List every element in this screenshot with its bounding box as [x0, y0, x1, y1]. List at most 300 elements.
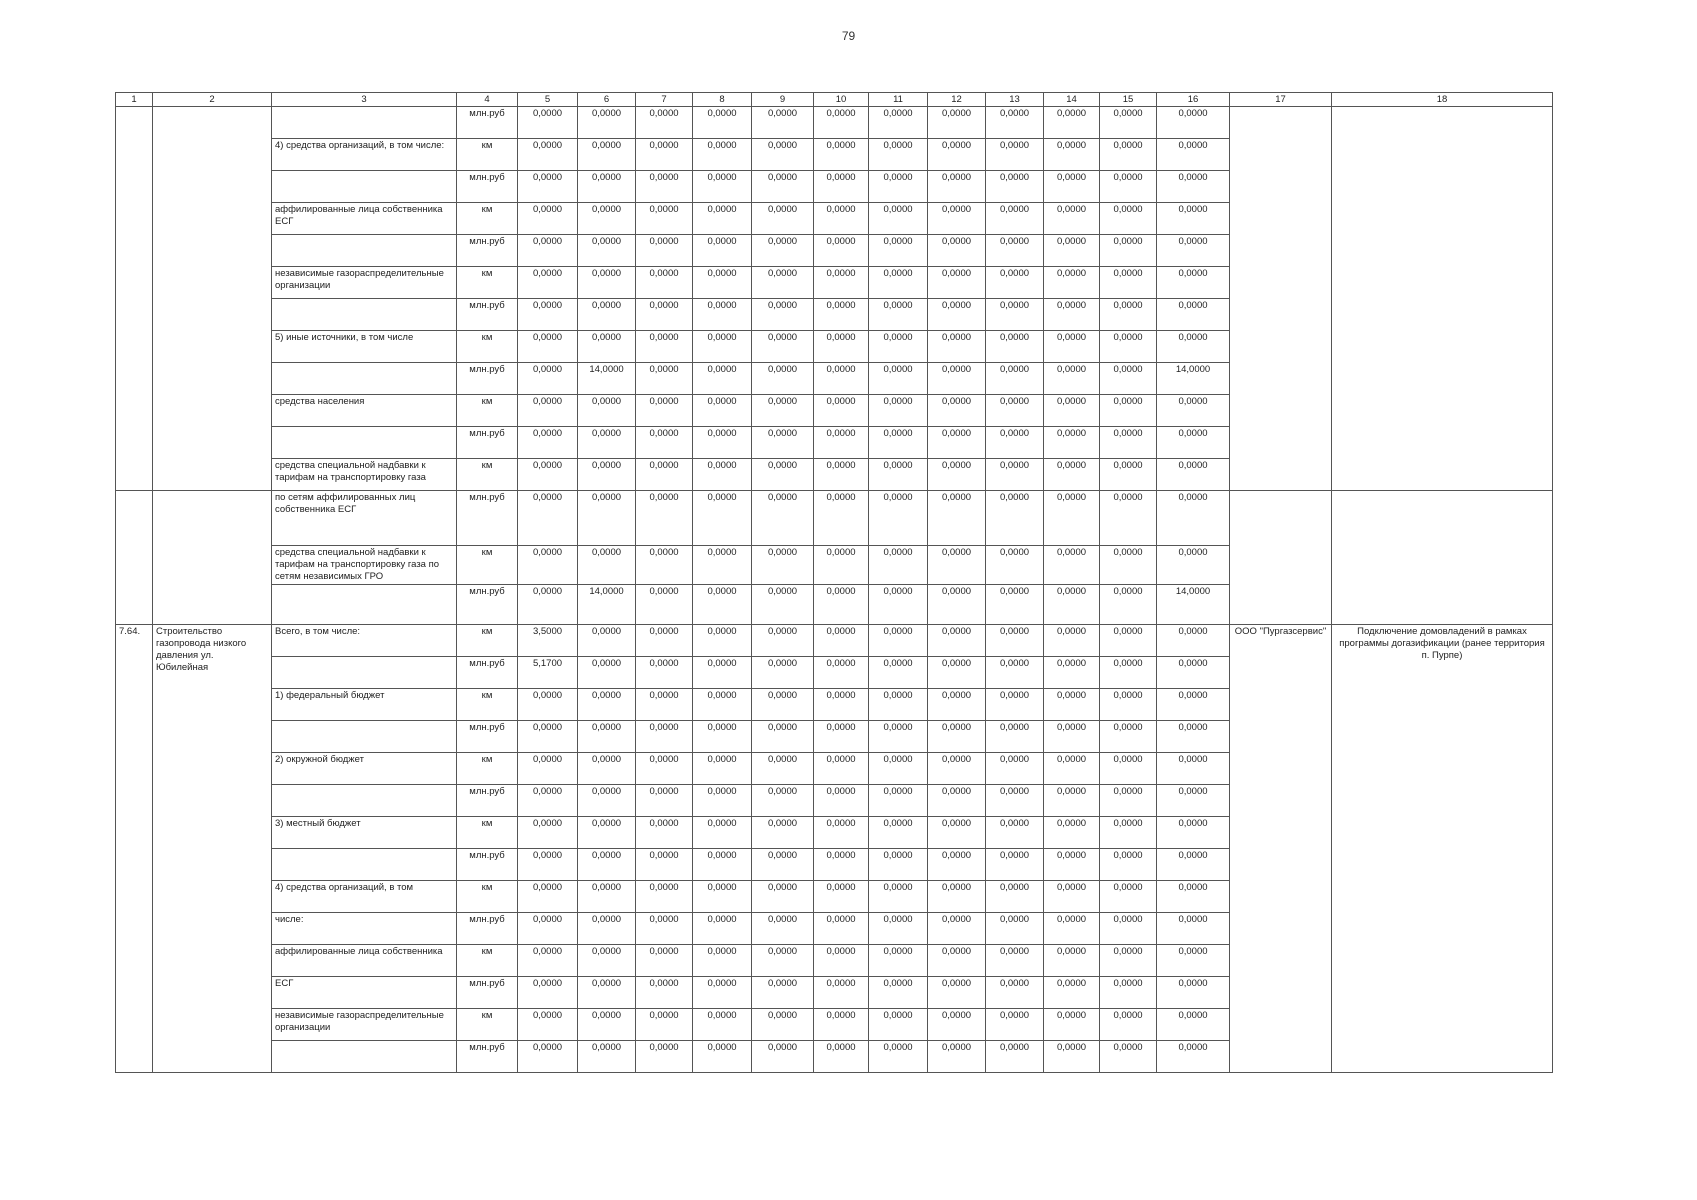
value-cell: 0,0000	[518, 977, 578, 1009]
value-cell: 0,0000	[636, 267, 693, 299]
funding-source-label: независимые газораспределительные организации	[272, 1009, 457, 1041]
organization-cell	[1230, 107, 1332, 491]
value-cell: 0,0000	[518, 235, 578, 267]
funding-source-label	[272, 299, 457, 331]
col-header-13: 13	[986, 93, 1044, 107]
value-cell: 0,0000	[869, 689, 928, 721]
value-cell: 0,0000	[986, 977, 1044, 1009]
value-cell: 0,0000	[636, 721, 693, 753]
value-cell: 0,0000	[752, 235, 814, 267]
value-cell: 0,0000	[869, 107, 928, 139]
value-cell: 0,0000	[869, 427, 928, 459]
value-cell: 0,0000	[578, 1009, 636, 1041]
value-cell: 0,0000	[518, 881, 578, 913]
value-cell: 0,0000	[578, 491, 636, 546]
unit-cell: млн.руб	[457, 585, 518, 625]
funding-source-label	[272, 785, 457, 817]
value-cell: 0,0000	[986, 459, 1044, 491]
value-cell: 0,0000	[518, 139, 578, 171]
value-cell: 0,0000	[928, 331, 986, 363]
unit-cell: млн.руб	[457, 1041, 518, 1073]
value-cell: 0,0000	[869, 849, 928, 881]
value-cell: 0,0000	[752, 1009, 814, 1041]
funding-source-label: ЕСГ	[272, 977, 457, 1009]
unit-cell: км	[457, 546, 518, 585]
value-cell: 0,0000	[928, 546, 986, 585]
value-cell: 0,0000	[814, 546, 869, 585]
value-cell: 0,0000	[1044, 753, 1100, 785]
funding-source-label	[272, 427, 457, 459]
value-cell: 0,0000	[693, 139, 752, 171]
unit-cell: млн.руб	[457, 427, 518, 459]
col-header-5: 5	[518, 93, 578, 107]
col-header-2: 2	[153, 93, 272, 107]
value-cell: 0,0000	[636, 913, 693, 945]
value-cell: 0,0000	[578, 625, 636, 657]
value-cell: 0,0000	[869, 913, 928, 945]
value-cell: 0,0000	[693, 721, 752, 753]
value-cell: 0,0000	[752, 881, 814, 913]
value-cell: 0,0000	[1157, 849, 1230, 881]
value-cell: 0,0000	[1044, 785, 1100, 817]
value-cell: 0,0000	[752, 977, 814, 1009]
value-cell: 0,0000	[1044, 171, 1100, 203]
value-cell: 0,0000	[1100, 977, 1157, 1009]
value-cell: 0,0000	[578, 817, 636, 849]
value-cell: 0,0000	[1100, 203, 1157, 235]
value-cell: 0,0000	[578, 427, 636, 459]
value-cell: 0,0000	[814, 753, 869, 785]
value-cell: 0,0000	[869, 203, 928, 235]
value-cell: 0,0000	[869, 721, 928, 753]
value-cell: 0,0000	[986, 546, 1044, 585]
value-cell: 0,0000	[928, 427, 986, 459]
value-cell: 0,0000	[928, 849, 986, 881]
value-cell: 0,0000	[693, 427, 752, 459]
value-cell: 0,0000	[869, 395, 928, 427]
value-cell: 0,0000	[518, 721, 578, 753]
value-cell: 0,0000	[1100, 427, 1157, 459]
funding-source-label: числе:	[272, 913, 457, 945]
unit-cell: млн.руб	[457, 235, 518, 267]
value-cell: 0,0000	[869, 977, 928, 1009]
project-name-cell: Строительство газопровода низкого давления ул. Юбилейная	[153, 625, 272, 1073]
value-cell: 0,0000	[693, 913, 752, 945]
col-header-3: 3	[272, 93, 457, 107]
value-cell: 0,0000	[693, 546, 752, 585]
value-cell: 0,0000	[1044, 1009, 1100, 1041]
unit-cell: км	[457, 267, 518, 299]
col-header-7: 7	[636, 93, 693, 107]
value-cell: 0,0000	[1044, 139, 1100, 171]
value-cell: 0,0000	[693, 817, 752, 849]
value-cell: 0,0000	[578, 546, 636, 585]
value-cell: 0,0000	[814, 267, 869, 299]
value-cell: 0,0000	[752, 785, 814, 817]
value-cell: 0,0000	[1044, 299, 1100, 331]
value-cell: 0,0000	[869, 139, 928, 171]
value-cell: 0,0000	[928, 753, 986, 785]
funding-source-label: 5) иные источники, в том числе	[272, 331, 457, 363]
value-cell: 0,0000	[928, 395, 986, 427]
value-cell: 0,0000	[636, 363, 693, 395]
value-cell: 0,0000	[1044, 203, 1100, 235]
value-cell: 0,0000	[518, 689, 578, 721]
value-cell: 0,0000	[986, 1009, 1044, 1041]
value-cell: 0,0000	[578, 977, 636, 1009]
value-cell: 0,0000	[869, 625, 928, 657]
col-header-6: 6	[578, 93, 636, 107]
value-cell: 0,0000	[693, 331, 752, 363]
funding-source-label	[272, 171, 457, 203]
value-cell: 0,0000	[986, 299, 1044, 331]
funding-source-label: средства специальной надбавки к тарифам на транспортировку газа по сетям независимых ГРО	[272, 546, 457, 585]
value-cell: 0,0000	[1100, 881, 1157, 913]
value-cell: 0,0000	[636, 977, 693, 1009]
value-cell: 0,0000	[1157, 945, 1230, 977]
value-cell: 0,0000	[986, 1041, 1044, 1073]
unit-cell: км	[457, 459, 518, 491]
value-cell: 0,0000	[1100, 299, 1157, 331]
value-cell: 0,0000	[578, 657, 636, 689]
funding-source-label	[272, 849, 457, 881]
value-cell: 0,0000	[1100, 913, 1157, 945]
value-cell: 0,0000	[636, 491, 693, 546]
purpose-cell	[1332, 491, 1553, 625]
funding-source-label: средства специальной надбавки к тарифам на транспортировку газа	[272, 459, 457, 491]
table-row	[116, 491, 1553, 546]
purpose-cell	[1332, 107, 1553, 491]
value-cell: 0,0000	[752, 171, 814, 203]
value-cell: 0,0000	[1100, 817, 1157, 849]
value-cell: 0,0000	[986, 753, 1044, 785]
value-cell: 0,0000	[814, 817, 869, 849]
value-cell: 0,0000	[928, 459, 986, 491]
value-cell: 0,0000	[578, 785, 636, 817]
value-cell: 0,0000	[636, 881, 693, 913]
value-cell: 0,0000	[636, 1009, 693, 1041]
value-cell: 0,0000	[578, 203, 636, 235]
value-cell: 0,0000	[518, 546, 578, 585]
value-cell: 0,0000	[636, 299, 693, 331]
value-cell: 0,0000	[578, 849, 636, 881]
value-cell: 0,0000	[1157, 753, 1230, 785]
value-cell: 0,0000	[869, 945, 928, 977]
value-cell: 0,0000	[928, 785, 986, 817]
funding-source-label	[272, 585, 457, 625]
value-cell: 0,0000	[814, 459, 869, 491]
value-cell: 0,0000	[1157, 235, 1230, 267]
value-cell: 0,0000	[986, 491, 1044, 546]
value-cell: 0,0000	[1100, 171, 1157, 203]
value-cell: 0,0000	[814, 171, 869, 203]
value-cell: 0,0000	[1157, 1041, 1230, 1073]
value-cell: 0,0000	[1100, 139, 1157, 171]
value-cell: 0,0000	[752, 299, 814, 331]
value-cell: 0,0000	[636, 945, 693, 977]
value-cell: 0,0000	[636, 331, 693, 363]
value-cell: 0,0000	[693, 881, 752, 913]
value-cell: 0,0000	[928, 977, 986, 1009]
value-cell: 0,0000	[578, 459, 636, 491]
value-cell: 0,0000	[578, 689, 636, 721]
value-cell: 0,0000	[636, 1041, 693, 1073]
value-cell: 0,0000	[1157, 1009, 1230, 1041]
value-cell: 0,0000	[1044, 267, 1100, 299]
value-cell: 0,0000	[814, 235, 869, 267]
value-cell: 0,0000	[518, 913, 578, 945]
table-row	[116, 625, 1553, 657]
value-cell: 0,0000	[1157, 171, 1230, 203]
value-cell: 0,0000	[518, 945, 578, 977]
value-cell: 0,0000	[814, 491, 869, 546]
value-cell: 0,0000	[752, 203, 814, 235]
unit-cell: млн.руб	[457, 849, 518, 881]
value-cell: 0,0000	[518, 299, 578, 331]
value-cell: 0,0000	[986, 625, 1044, 657]
value-cell: 0,0000	[693, 1009, 752, 1041]
value-cell: 0,0000	[1044, 331, 1100, 363]
value-cell: 0,0000	[693, 689, 752, 721]
value-cell: 0,0000	[578, 881, 636, 913]
value-cell: 0,0000	[869, 585, 928, 625]
value-cell: 0,0000	[986, 139, 1044, 171]
value-cell: 0,0000	[636, 203, 693, 235]
value-cell: 0,0000	[636, 546, 693, 585]
unit-cell: млн.руб	[457, 171, 518, 203]
unit-cell: млн.руб	[457, 107, 518, 139]
value-cell: 0,0000	[636, 785, 693, 817]
value-cell: 0,0000	[928, 491, 986, 546]
value-cell: 0,0000	[928, 817, 986, 849]
value-cell: 0,0000	[578, 395, 636, 427]
project-name-cell	[153, 107, 272, 491]
value-cell: 0,0000	[928, 625, 986, 657]
value-cell: 0,0000	[1100, 585, 1157, 625]
value-cell: 0,0000	[578, 139, 636, 171]
value-cell: 0,0000	[518, 203, 578, 235]
value-cell: 0,0000	[636, 139, 693, 171]
value-cell: 0,0000	[636, 753, 693, 785]
value-cell: 0,0000	[986, 235, 1044, 267]
value-cell: 0,0000	[986, 395, 1044, 427]
funding-source-label: аффилированные лица собственника	[272, 945, 457, 977]
value-cell: 0,0000	[869, 331, 928, 363]
value-cell: 0,0000	[693, 785, 752, 817]
unit-cell: млн.руб	[457, 657, 518, 689]
page-number: 79	[841, 29, 856, 43]
value-cell: 0,0000	[1044, 1041, 1100, 1073]
value-cell: 0,0000	[752, 331, 814, 363]
value-cell: 0,0000	[1100, 689, 1157, 721]
value-cell: 0,0000	[1100, 657, 1157, 689]
value-cell: 0,0000	[636, 657, 693, 689]
value-cell: 0,0000	[1157, 785, 1230, 817]
unit-cell: км	[457, 881, 518, 913]
value-cell: 0,0000	[986, 721, 1044, 753]
value-cell: 0,0000	[1044, 235, 1100, 267]
value-cell: 0,0000	[1100, 363, 1157, 395]
value-cell: 0,0000	[1044, 977, 1100, 1009]
value-cell: 0,0000	[752, 546, 814, 585]
value-cell: 0,0000	[752, 427, 814, 459]
unit-cell: км	[457, 625, 518, 657]
value-cell: 0,0000	[928, 107, 986, 139]
value-cell: 0,0000	[578, 235, 636, 267]
value-cell: 0,0000	[1157, 459, 1230, 491]
funding-source-label	[272, 107, 457, 139]
value-cell: 0,0000	[1157, 299, 1230, 331]
funding-source-label: по сетям аффилированных лиц собственника ЕСГ	[272, 491, 457, 546]
value-cell: 0,0000	[986, 107, 1044, 139]
value-cell: 0,0000	[814, 331, 869, 363]
value-cell: 0,0000	[869, 657, 928, 689]
funding-source-label	[272, 363, 457, 395]
value-cell: 0,0000	[1100, 1009, 1157, 1041]
value-cell: 0,0000	[752, 913, 814, 945]
value-cell: 0,0000	[814, 203, 869, 235]
value-cell: 0,0000	[986, 657, 1044, 689]
value-cell: 0,0000	[869, 1041, 928, 1073]
column-number-row	[116, 93, 1553, 107]
value-cell: 0,0000	[518, 363, 578, 395]
value-cell: 0,0000	[693, 363, 752, 395]
value-cell: 0,0000	[693, 171, 752, 203]
unit-cell: км	[457, 203, 518, 235]
value-cell: 0,0000	[869, 171, 928, 203]
value-cell: 0,0000	[752, 459, 814, 491]
value-cell: 0,0000	[986, 171, 1044, 203]
unit-cell: млн.руб	[457, 977, 518, 1009]
unit-cell: км	[457, 1009, 518, 1041]
value-cell: 0,0000	[1157, 625, 1230, 657]
value-cell: 0,0000	[1157, 491, 1230, 546]
value-cell: 0,0000	[578, 945, 636, 977]
funding-source-label: 3) местный бюджет	[272, 817, 457, 849]
value-cell: 0,0000	[869, 753, 928, 785]
value-cell: 0,0000	[986, 881, 1044, 913]
value-cell: 0,0000	[693, 657, 752, 689]
value-cell: 0,0000	[636, 427, 693, 459]
unit-cell: км	[457, 331, 518, 363]
value-cell: 0,0000	[869, 267, 928, 299]
value-cell: 0,0000	[814, 363, 869, 395]
value-cell: 0,0000	[578, 913, 636, 945]
value-cell: 0,0000	[1044, 107, 1100, 139]
value-cell: 0,0000	[1044, 817, 1100, 849]
value-cell: 0,0000	[1044, 721, 1100, 753]
value-cell: 0,0000	[1100, 267, 1157, 299]
value-cell: 0,0000	[1044, 491, 1100, 546]
unit-cell: млн.руб	[457, 363, 518, 395]
value-cell: 0,0000	[986, 585, 1044, 625]
value-cell: 0,0000	[518, 785, 578, 817]
value-cell: 0,0000	[518, 491, 578, 546]
value-cell: 0,0000	[928, 363, 986, 395]
row-index-cell: 7.64.	[116, 625, 153, 1073]
value-cell: 0,0000	[1100, 785, 1157, 817]
value-cell: 0,0000	[693, 849, 752, 881]
purpose-cell: Подключение домовладений в рамках программы догазификации (ранее территория п. Пурпе)	[1332, 625, 1553, 1073]
value-cell: 0,0000	[693, 395, 752, 427]
value-cell: 0,0000	[1157, 977, 1230, 1009]
value-cell: 14,0000	[578, 363, 636, 395]
value-cell: 0,0000	[636, 849, 693, 881]
row-index-cell	[116, 107, 153, 491]
value-cell: 5,1700	[518, 657, 578, 689]
value-cell: 0,0000	[693, 585, 752, 625]
col-header-18: 18	[1332, 93, 1553, 107]
value-cell: 0,0000	[928, 689, 986, 721]
value-cell: 0,0000	[1157, 817, 1230, 849]
value-cell: 0,0000	[869, 299, 928, 331]
value-cell: 0,0000	[578, 267, 636, 299]
value-cell: 0,0000	[578, 299, 636, 331]
value-cell: 0,0000	[1157, 546, 1230, 585]
value-cell: 0,0000	[928, 1041, 986, 1073]
investment-program-table	[115, 92, 1553, 1073]
funding-source-label: 2) окружной бюджет	[272, 753, 457, 785]
value-cell: 3,5000	[518, 625, 578, 657]
value-cell: 0,0000	[814, 299, 869, 331]
value-cell: 14,0000	[1157, 363, 1230, 395]
value-cell: 0,0000	[1157, 427, 1230, 459]
value-cell: 0,0000	[1157, 881, 1230, 913]
value-cell: 0,0000	[752, 585, 814, 625]
value-cell: 0,0000	[986, 849, 1044, 881]
value-cell: 0,0000	[986, 331, 1044, 363]
value-cell: 0,0000	[986, 913, 1044, 945]
value-cell: 0,0000	[928, 881, 986, 913]
value-cell: 0,0000	[752, 689, 814, 721]
funding-source-label	[272, 235, 457, 267]
value-cell: 0,0000	[578, 1041, 636, 1073]
value-cell: 0,0000	[1044, 546, 1100, 585]
value-cell: 0,0000	[986, 267, 1044, 299]
value-cell: 0,0000	[869, 1009, 928, 1041]
funding-source-label	[272, 1041, 457, 1073]
value-cell: 0,0000	[1100, 459, 1157, 491]
value-cell: 0,0000	[814, 689, 869, 721]
col-header-15: 15	[1100, 93, 1157, 107]
funding-source-label: 4) средства организаций, в том	[272, 881, 457, 913]
value-cell: 0,0000	[693, 491, 752, 546]
col-header-9: 9	[752, 93, 814, 107]
value-cell: 0,0000	[518, 107, 578, 139]
value-cell: 0,0000	[752, 491, 814, 546]
value-cell: 0,0000	[1044, 585, 1100, 625]
col-header-11: 11	[869, 93, 928, 107]
value-cell: 0,0000	[636, 625, 693, 657]
value-cell: 0,0000	[636, 395, 693, 427]
value-cell: 0,0000	[986, 203, 1044, 235]
value-cell: 0,0000	[1100, 395, 1157, 427]
value-cell: 0,0000	[1100, 849, 1157, 881]
funding-source-label: средства населения	[272, 395, 457, 427]
value-cell: 0,0000	[1044, 625, 1100, 657]
value-cell: 0,0000	[814, 945, 869, 977]
value-cell: 0,0000	[869, 785, 928, 817]
value-cell: 0,0000	[986, 689, 1044, 721]
value-cell: 0,0000	[578, 331, 636, 363]
col-header-12: 12	[928, 93, 986, 107]
value-cell: 0,0000	[928, 267, 986, 299]
col-header-16: 16	[1157, 93, 1230, 107]
funding-source-label: Всего, в том числе:	[272, 625, 457, 657]
value-cell: 0,0000	[1044, 363, 1100, 395]
value-cell: 0,0000	[928, 299, 986, 331]
value-cell: 0,0000	[518, 817, 578, 849]
